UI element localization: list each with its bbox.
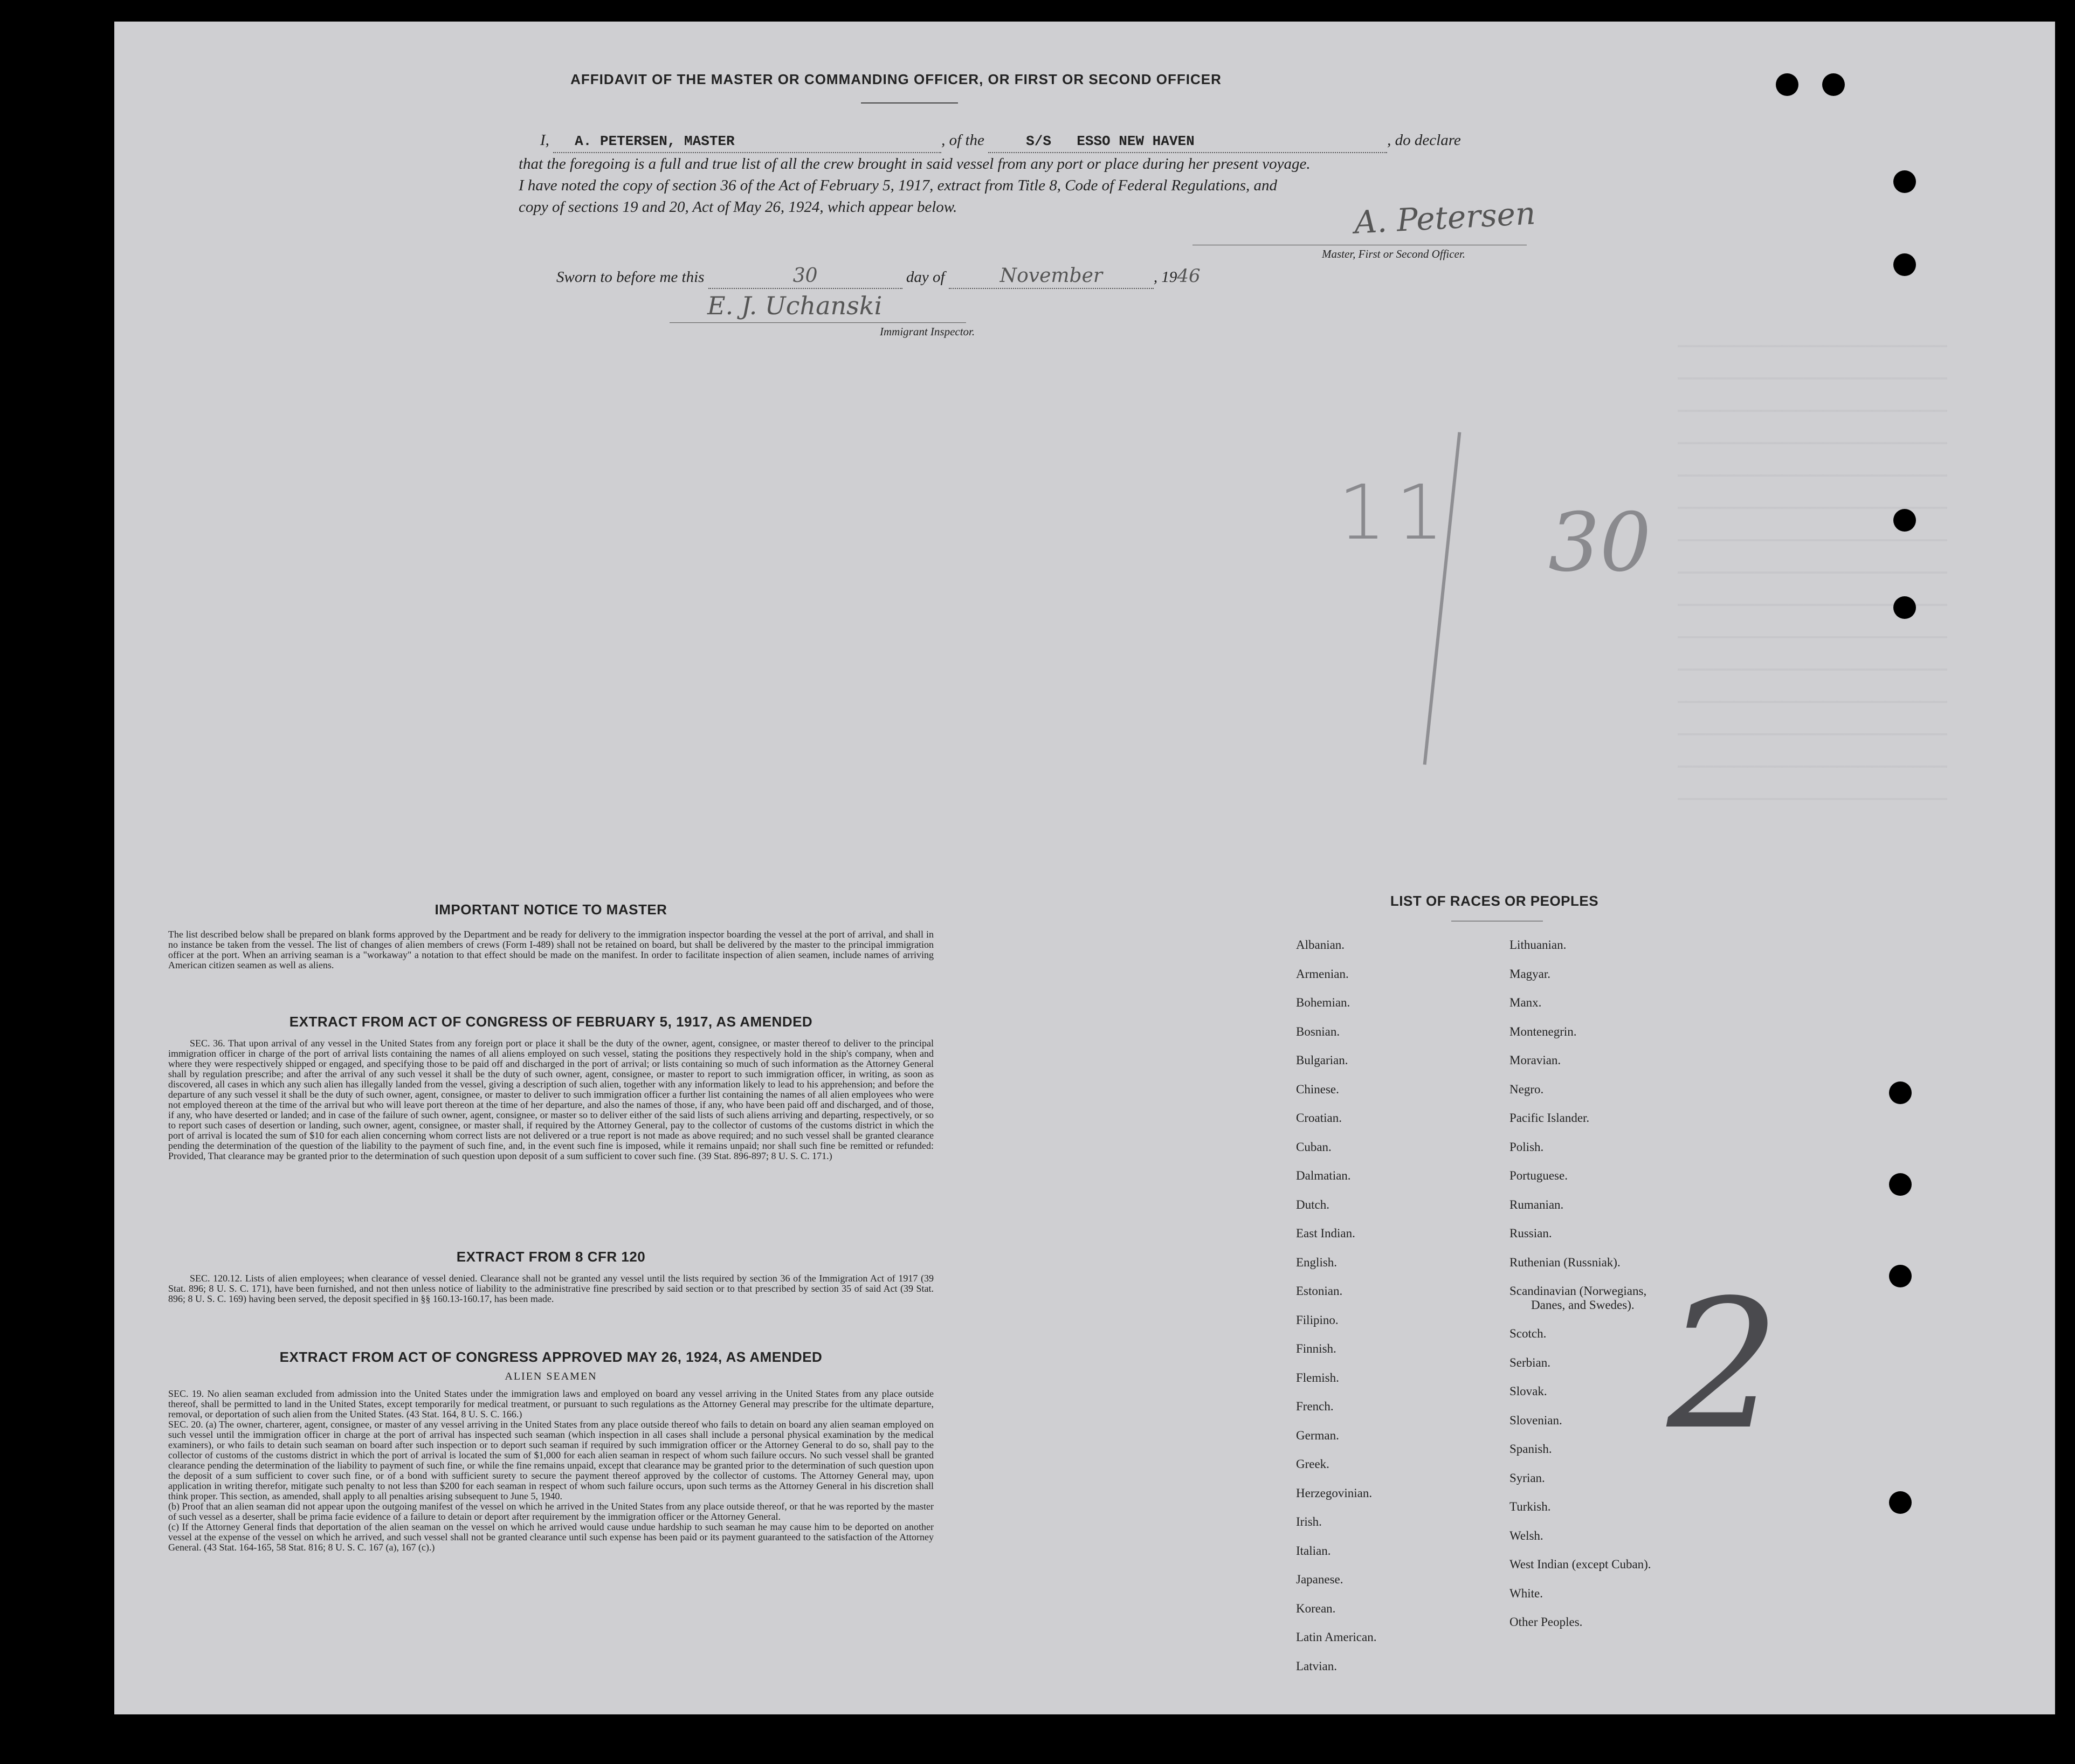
year-suffix: 46 bbox=[1177, 265, 1201, 287]
master-name-field bbox=[553, 129, 941, 153]
day-of-label: day of bbox=[906, 268, 945, 286]
race-item: Slovak. bbox=[1509, 1384, 1547, 1398]
race-item: Herzegovinian. bbox=[1296, 1486, 1373, 1500]
master-signature: A. Petersen bbox=[1353, 195, 1536, 241]
sworn-day-field bbox=[708, 265, 902, 289]
race-item: Irish. bbox=[1296, 1515, 1322, 1528]
declaration-line-4: copy of sections 19 and 20, Act of May 26, 1924, which appear below. bbox=[519, 198, 957, 216]
race-item: Armenian. bbox=[1296, 967, 1349, 981]
race-item: Filipino. bbox=[1296, 1313, 1339, 1327]
vessel-prefix: S/S bbox=[1026, 133, 1051, 149]
race-item: Montenegrin. bbox=[1509, 1024, 1577, 1038]
punch-hole bbox=[1893, 170, 1916, 193]
date-mark-day: 30 bbox=[1548, 496, 1651, 590]
race-item: Magyar. bbox=[1509, 967, 1551, 981]
race-item: Portuguese. bbox=[1509, 1169, 1568, 1182]
sworn-day: 30 bbox=[792, 265, 818, 287]
punch-hole bbox=[1893, 253, 1916, 276]
punch-hole bbox=[1889, 1265, 1912, 1287]
vessel-name-field bbox=[988, 129, 1387, 153]
race-item: Greek. bbox=[1296, 1457, 1329, 1471]
race-item: Moravian. bbox=[1509, 1053, 1561, 1067]
sworn-month-field bbox=[949, 265, 1154, 289]
race-item: Japanese. bbox=[1296, 1573, 1343, 1586]
race-item: Turkish. bbox=[1509, 1500, 1551, 1513]
race-item: Croatian. bbox=[1296, 1111, 1342, 1125]
declaration-line-1 bbox=[519, 129, 1656, 153]
inspector-caption: Immigrant Inspector. bbox=[880, 325, 975, 338]
document-page bbox=[114, 22, 2055, 1714]
race-item: Chinese. bbox=[1296, 1082, 1339, 1096]
i-label: I, bbox=[540, 132, 549, 149]
race-item: Slovenian. bbox=[1509, 1413, 1562, 1427]
race-item: Lithuanian. bbox=[1509, 938, 1567, 952]
race-item: Estonian. bbox=[1296, 1284, 1343, 1298]
vessel-name: ESSO NEW HAVEN bbox=[1077, 133, 1195, 149]
punch-hole bbox=[1822, 73, 1845, 96]
race-item: English. bbox=[1296, 1255, 1338, 1269]
race-item: Ruthenian (Russniak). bbox=[1509, 1255, 1621, 1269]
punch-hole bbox=[1776, 73, 1798, 96]
inspector-signature: E. J. Uchanski bbox=[707, 291, 883, 320]
extract-1917-title: EXTRACT FROM ACT OF CONGRESS OF FEBRUARY 5, 1917, AS AMENDED bbox=[289, 1014, 813, 1030]
race-item: Flemish. bbox=[1296, 1370, 1339, 1384]
extract-1924-title: EXTRACT FROM ACT OF CONGRESS APPROVED MAY 26, 1924, AS AMENDED bbox=[279, 1349, 823, 1365]
race-item: Other Peoples. bbox=[1509, 1615, 1583, 1629]
race-item: Manx. bbox=[1509, 996, 1542, 1009]
race-item: Cuban. bbox=[1296, 1140, 1332, 1154]
of-the-label: , of the bbox=[941, 132, 984, 149]
notice-text: The list described below shall be prepared on blank forms approved by the Department and be ready for delivery to the immigration inspector boarding the vessel at the port of arrival, and shall in no instance be taken from the vessel. The list of changes of alien members of crews (Form I-489) shall not be retained on board, but shall be delivered by the master to the principal immigration officer at the port. When an arriving seaman is a "workaway" a notation to that effect should be made on the manifest. In order to facilitate inspection of alien seamen, include names of arriving American citizen seamen as well as aliens. bbox=[168, 929, 934, 970]
page-number-mark: 2 bbox=[1667, 1262, 1780, 1469]
extract-cfr-title: EXTRACT FROM 8 CFR 120 bbox=[456, 1249, 646, 1265]
races-left-column bbox=[1296, 938, 1490, 1714]
affidavit-title: AFFIDAVIT OF THE MASTER OR COMMANDING OFFICER, OR FIRST OR SECOND OFFICER bbox=[570, 71, 1222, 87]
punch-hole bbox=[1893, 596, 1916, 619]
races-title: LIST OF RACES OR PEOPLES bbox=[1390, 893, 1599, 909]
race-item: Bohemian. bbox=[1296, 996, 1350, 1009]
date-mark-month: 11 bbox=[1338, 469, 1454, 557]
extract-cfr-text: SEC. 120.12. Lists of alien employees; when clearance of vessel denied. Clearance shall not be granted any vessel until the lists required by section 36 of the Immigration Act of 1917 (39 Stat. 896; 8 U. S. C. 171), have been furnished, and not then unless notice of liability to the administrative fine prescribed by said section or to that prescribed by section 35 of said Act (39 Stat. 896; 8 U. S. C. 169) having been served, the deposit specified in §§ 160.13-160.17, has been made. bbox=[168, 1273, 934, 1304]
punch-hole bbox=[1889, 1491, 1912, 1514]
extract-1917-text: SEC. 36. That upon arrival of any vessel in the United States from any foreign port or place it shall be the duty of the owner, agent, consignee, or master thereof to deliver to the principal immigration officer in charge of the port of arrival lists containing the names of all aliens employed on such vessel, stating the positions they respectively hold in the ship's company, when and where they were respectively shipped or engaged, and specifying those to be paid off and discharged in the port of arrival; or lists containing so much of such information as the Attorney General shall by regulation prescribe; and after the arrival of any such vessel it shall be the duty of such owner, agent, consignee, or master to report to such immigration officer, in writing, as soon as discovered, all cases in which any such alien has illegally landed from the vessel, giving a description of such alien, together with any information likely to lead to his apprehension; and before the departure of any such vessel it shall be the duty of such owner, agent, consignee, or master to deliver to such immigration officer a further list containing the names of all alien employees who were not employed thereon at the time of the arrival but who will leave port thereon at the time of her departure, and also the names of those, if any, who have been paid off and discharged, and of those, if any, who have deserted or landed; and in case of the failure of such owner, agent, consignee, or master so to deliver either of the said lists of such aliens arriving and departing, respectively, or so to report such cases of desertion or landing, such owner, agent, consignee, or master shall, if required by the Attorney General, pay to the collector of customs of the customs district in which the port of arrival is located the sum of $10 for each alien concerning whom correct lists are not delivered or a true report is not made as above required; and no such vessel shall be granted clearance pending the determination of the question of the liability to the payment of such fine, and, in the event such fine is imposed, while it remains unpaid; nor shall such fine be remitted or refunded: Provided, That clearance may be granted prior to the determination of such question upon deposit of a sum sufficient to cover such fine. (39 Stat. 896-897; 8 U. S. C. 171.) bbox=[168, 1038, 934, 1161]
signature-caption: Master, First or Second Officer. bbox=[1322, 247, 1465, 260]
race-item: Bosnian. bbox=[1296, 1024, 1340, 1038]
race-item: Polish. bbox=[1509, 1140, 1544, 1154]
race-item: Dutch. bbox=[1296, 1197, 1329, 1211]
race-item: Latvian. bbox=[1296, 1659, 1337, 1673]
sworn-month: November bbox=[999, 265, 1103, 287]
race-item: Albanian. bbox=[1296, 938, 1345, 952]
race-item: Rumanian. bbox=[1509, 1197, 1564, 1211]
do-declare-label: , do declare bbox=[1387, 132, 1461, 149]
race-item: Serbian. bbox=[1509, 1355, 1551, 1369]
race-item: French. bbox=[1296, 1400, 1334, 1413]
notice-title: IMPORTANT NOTICE TO MASTER bbox=[435, 901, 667, 918]
punch-hole bbox=[1889, 1081, 1912, 1104]
race-item: Welsh. bbox=[1509, 1528, 1543, 1542]
race-item: Scotch. bbox=[1509, 1327, 1547, 1340]
inspector-line bbox=[670, 322, 966, 323]
race-item: Italian. bbox=[1296, 1543, 1331, 1558]
races-right-column bbox=[1509, 938, 1811, 1714]
race-item: Spanish. bbox=[1509, 1442, 1552, 1456]
master-name: A. PETERSEN, MASTER bbox=[575, 133, 735, 149]
declaration-line-2: that the foregoing is a full and true list of all the crew brought in said vessel from any port or place during her present voyage. bbox=[519, 155, 1311, 173]
punch-hole bbox=[1893, 509, 1916, 532]
sworn-label: Sworn to before me this bbox=[556, 268, 705, 286]
race-item: Finnish. bbox=[1296, 1342, 1336, 1355]
bleed-through-texture bbox=[1678, 345, 1947, 830]
race-item: Syrian. bbox=[1509, 1471, 1545, 1485]
race-item: Pacific Islander. bbox=[1509, 1111, 1590, 1125]
race-item: Korean. bbox=[1296, 1601, 1336, 1615]
year-prefix: , 19 bbox=[1153, 268, 1177, 286]
race-item: White. bbox=[1509, 1586, 1543, 1600]
race-item: Russian. bbox=[1509, 1226, 1552, 1240]
race-item: Scandinavian (Norwegians, bbox=[1509, 1284, 1647, 1298]
sworn-line bbox=[556, 265, 1201, 289]
declaration-line-3: I have noted the copy of section 36 of the Act of February 5, 1917, extract from Title 8, Code of Federal Regulations, and bbox=[519, 177, 1278, 194]
race-item: West Indian (except Cuban). bbox=[1509, 1558, 1651, 1571]
race-item: Negro. bbox=[1509, 1082, 1544, 1096]
race-item: Dalmatian. bbox=[1296, 1169, 1351, 1182]
race-item: East Indian. bbox=[1296, 1226, 1355, 1240]
extract-1924-subtitle: ALIEN SEAMEN bbox=[505, 1370, 597, 1382]
extract-1924-text: SEC. 19. No alien seaman excluded from admission into the United States under the immigration laws and employed on board any vessel arriving in the United States from any place outside thereof, shall be permitted to land in the United States, except temporarily for medical treatment, or pursuant to such regulations as the Attorney General may prescribe for the ultimate departure, removal, or deportation of such alien from the United States. (43 Stat. 164, 8 U. S. C. 166.) SEC. 20. (a) The owner, charterer, agent, consignee, or master of any vessel arriving in the United States from any place outside thereof who fails to detain on board any alien seaman employed on such vessel until the immigration officer in charge at the port of arrival has inspected such seaman (which inspection in all cases shall include a personal physical examination by the medical examiners), or who fails to detain such seaman on board after such inspection or to deport such seaman if required by such immigration officer or the Attorney General to do so, shall pay to the collector of customs of the customs district in which the port of arrival is located the sum of $1,000 for each alien seaman in respect of whom such failure occurs. No such vessel shall be granted clearance pending the determination of the liability to payment of such fine, or while the fine remains unpaid, except that clearance may be granted prior to the determination of such question upon the deposit of a sum sufficient to cover such fine, or of a bond with sufficient surety to secure the payment thereof approved by the collector of customs. The Attorney General may, upon application in writing therefor, mitigate such penalty to not less than $200 for each seaman in respect of whom such failure occurs, upon such terms as the Attorney General in his discretion shall think proper. This section, as amended, shall apply to all penalties arising subsequent to June 5, 1940. (b) Proof that an alien seaman did not appear upon the outgoing manifest of the vessel on which he arrived in the United States from any place outside thereof, or that he was reported by the master of such vessel as a deserter, shall be prima facie evidence of a failure to detain or deport after requirement by the immigration officer or the Attorney General. (c) If the Attorney General finds that deportation of the alien seaman on the vessel on which he arrived would cause undue hardship to such seaman he may cause him to be deported on another vessel at the expense of the vessel on which he arrived, and such vessel shall not be granted clearance until such expense has been paid or its payment guaranteed to the satisfaction of the Attorney General. (43 Stat. 164-165, 58 Stat. 816; 8 U. S. C. 167 (a), 167 (c).) bbox=[168, 1388, 934, 1553]
race-item: Latin American. bbox=[1296, 1630, 1377, 1644]
punch-hole bbox=[1889, 1173, 1912, 1196]
race-item: Bulgarian. bbox=[1296, 1053, 1348, 1067]
race-item: Danes, and Swedes). bbox=[1531, 1298, 1635, 1312]
title-underline bbox=[861, 102, 958, 104]
race-item: German. bbox=[1296, 1428, 1339, 1442]
